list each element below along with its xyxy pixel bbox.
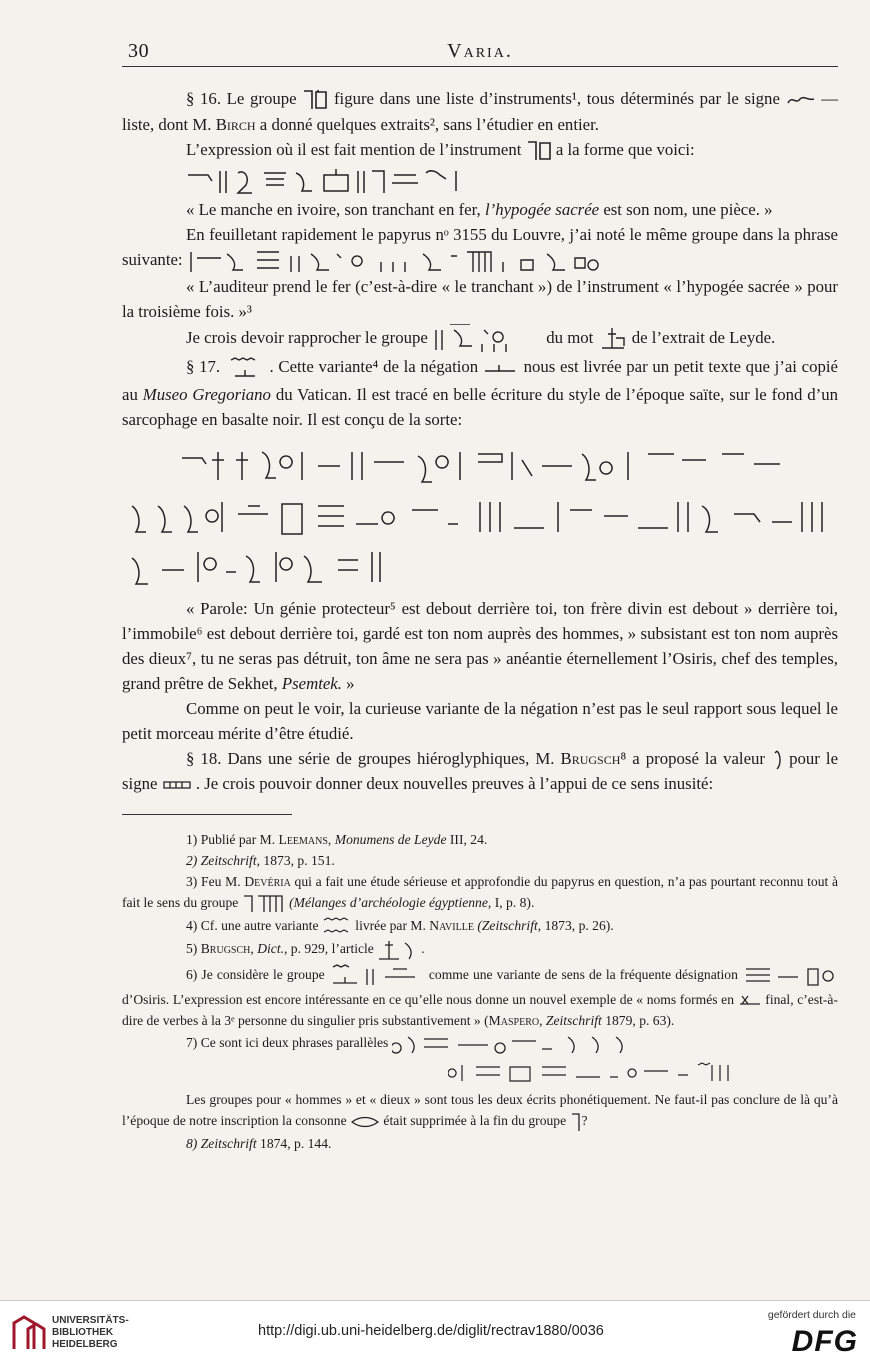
footnote-1: 1) Publié par M. Leemans, Monumens de Leyde III, 24. bbox=[186, 831, 488, 847]
running-title: Varia. bbox=[447, 40, 513, 62]
hieroglyph-sign-icon bbox=[738, 994, 762, 1008]
hieroglyph-group-icon bbox=[329, 963, 425, 989]
paragraph-16-cont: L’expression où il est fait mention de l’instrument a la forme que voici: bbox=[122, 137, 838, 163]
paragraph-16: § 16. Le groupe figure dans une liste d’instruments¹, tous déterminés par le signe — liste, dont M. Birch a donné quelques extraits², sans l’étudier en entier. bbox=[122, 89, 838, 135]
hieroglyph-mouth-icon bbox=[350, 1116, 380, 1128]
paragraph-17: § 17. . Cette variante⁴ de la négation nous est livrée par un petit texte que j’ai copié au Museo Gregoriano du Vatican. Il est tracé en belle écriture du style de l’époque saïte, sur le fond d’un sarcophage en basalte noir. Il est conçu de la sorte: bbox=[122, 357, 838, 429]
dfg-logo: DFG bbox=[791, 1325, 858, 1358]
quote-2: « L’auditeur prend le fer (c’est-à-dire « le tranchant ») de l’instrument « l’hypogée sacrée » pour la troisième fois. »³ bbox=[122, 277, 838, 322]
hieroglyph-sign-icon bbox=[786, 93, 816, 107]
footnotes bbox=[122, 829, 838, 1155]
footnote-6: 6) Je considère le groupe comme une variante de sens de la fréquente désignation d’Osiris. L’expression est encore intéressante en ce qu’elle nous donne un nouvel exemple de « noms formés en final, c’est-à-dire de verbes à la 3ᵉ personne du singulier pris substantivement » (Maspero, Zeitschrift 1879, p. 63). bbox=[122, 963, 838, 1031]
page-number: 30 bbox=[128, 40, 150, 62]
hieroglyph-group-icon bbox=[432, 324, 542, 354]
hieroglyph-phrase-icon bbox=[392, 1031, 642, 1057]
hieroglyph-inscription bbox=[122, 440, 838, 590]
hieroglyph-word-icon bbox=[598, 324, 628, 354]
running-header bbox=[122, 36, 838, 67]
paragraph-rapprocher: Je crois devoir rapprocher le groupe du mot de l’extrait de Leyde. bbox=[122, 324, 838, 354]
university-library-logo-icon bbox=[10, 1313, 50, 1353]
paragraph-louvre: En feuilletant rapidement le papyrus nᵒ 3155 du Louvre, j’ai noté le même groupe dans la phrase suivante: bbox=[122, 222, 838, 274]
hieroglyph-sign-icon bbox=[570, 1111, 582, 1133]
footnote-5: 5) Brugsch, Dict., p. 929, l’article . bbox=[122, 937, 838, 963]
hieroglyph-negation-icon bbox=[225, 356, 265, 382]
footnote-7-cont: Les groupes pour « hommes » et « dieux » sont tous les deux écrits phonétiquement. Ne faut-il pas conclure de là qu’à l’époque de notre inscription la consonne était supprimée à la fin du groupe ? bbox=[122, 1089, 838, 1133]
hieroglyph-group-icon bbox=[526, 139, 552, 163]
footnote-7: 7) Ce sont ici deux phrases parallèles bbox=[122, 1031, 838, 1057]
footnote-2: 2) Zeitschrift, 1873, p. 151. bbox=[186, 852, 335, 868]
quote-1: « Le manche en ivoire, son tranchant en fer, l’hypogée sacrée est son nom, une pièce. » bbox=[186, 200, 773, 220]
footnote-8: 8) Zeitschrift 1874, p. 144. bbox=[186, 1136, 332, 1152]
main-text bbox=[122, 86, 838, 1154]
hieroglyph-reed-icon bbox=[771, 749, 783, 771]
hieroglyph-group-icon bbox=[302, 88, 328, 112]
hieroglyph-phrase-icon bbox=[187, 248, 607, 274]
footnote-3: 3) Feu M. Devéria qui a fait une étude sérieuse et approfondie du papyrus en question, n’a pas pourtant reconnu tout à fait le sens du groupe (Mélanges d’archéologie égyptienne, I, p. 8). bbox=[122, 871, 838, 915]
source-url-link[interactable]: http://digi.ub.uni-heidelberg.de/diglit/rectrav1880/0036 bbox=[258, 1323, 604, 1339]
hieroglyph-word-icon bbox=[377, 937, 421, 963]
hieroglyph-water-icon bbox=[322, 915, 352, 937]
quote-3: « Parole: Un génie protecteur⁵ est debout derrière toi, ton frère divin est debout » derrière toi, l’immobile⁶ est debout derrière toi, gardé est ton nom auprès des hommes, » subsistant est ton nom auprès des dieux⁷, tu ne seras pas détruit, ton âme ne sera pas » anéantie éternellement l’Osiris, chef des temples, grand prêtre de Sekhet, Psemtek. » bbox=[122, 598, 838, 693]
hieroglyph-parallel-phrase bbox=[448, 1059, 768, 1085]
paragraph-comme: Comme on peut le voir, la curieuse variante de la négation n’est pas le seul rapport sous lequel le petit morceau mérite d’être étudié. bbox=[122, 698, 838, 743]
hieroglyph-negation-icon bbox=[483, 361, 519, 377]
viewer-footer bbox=[0, 1300, 870, 1366]
library-name: UNIVERSITÄTS- BIBLIOTHEK HEIDELBERG bbox=[52, 1315, 129, 1350]
paragraph-18: § 18. Dans une série de groupes hiéroglyphiques, M. Brugsch⁸ a proposé la valeur pour le signe . Je crois pouvoir donner deux nouvelles preuves à l’appui de ce sens inusité: bbox=[122, 748, 839, 793]
hieroglyph-group-icon bbox=[242, 893, 286, 915]
funding-caption: gefördert durch die bbox=[767, 1309, 856, 1321]
hieroglyph-osiris-icon bbox=[742, 963, 838, 989]
footnote-divider bbox=[122, 814, 292, 815]
hieroglyph-sign-icon bbox=[162, 779, 192, 791]
hieroglyph-line-1 bbox=[186, 165, 870, 197]
footnote-4: 4) Cf. une autre variante livrée par M. Naville (Zeitschrift, 1873, p. 26). bbox=[122, 915, 838, 938]
